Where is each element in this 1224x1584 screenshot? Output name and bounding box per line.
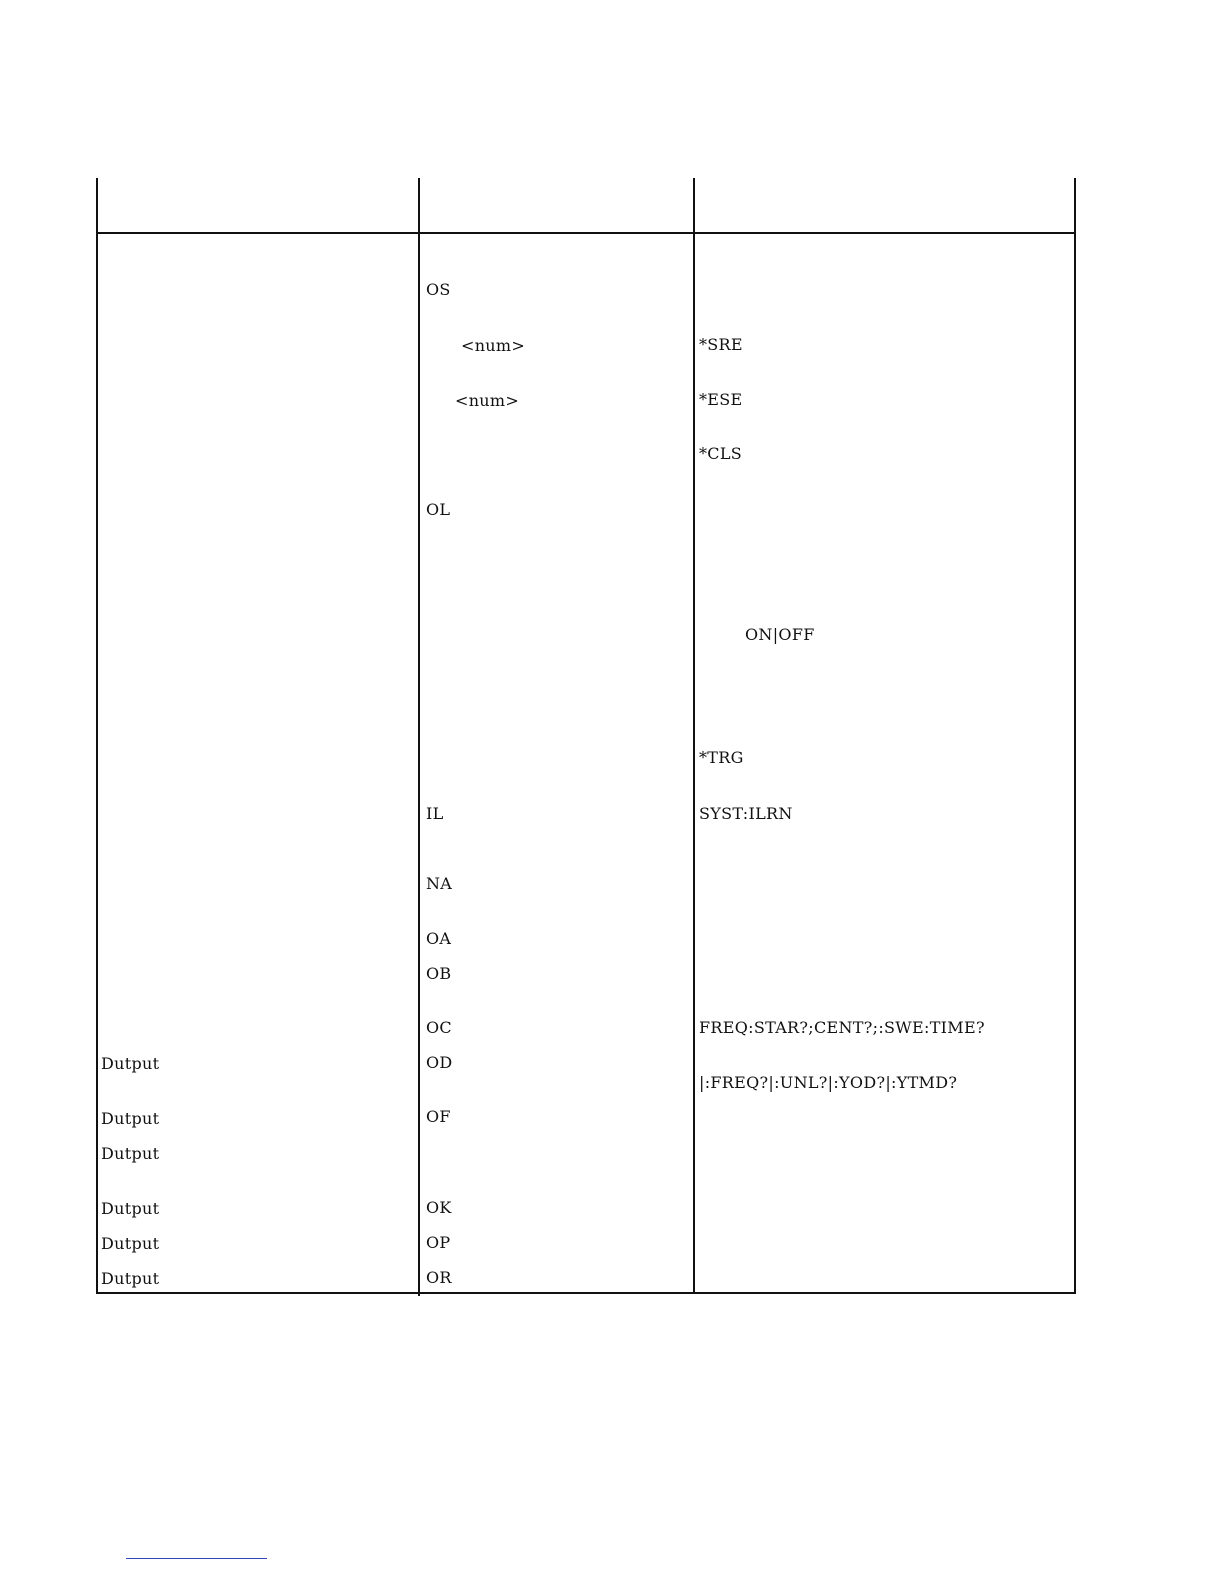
col2-cell-of: OF	[426, 1107, 451, 1126]
col1-cell-output-6: Dutput	[101, 1269, 160, 1288]
column-divider-1	[418, 178, 420, 1296]
col2-cell-ol: OL	[426, 500, 451, 519]
col1-cell-output-5: Dutput	[101, 1234, 160, 1253]
col1-cell-output-4: Dutput	[101, 1199, 160, 1218]
command-table	[96, 178, 1076, 1294]
col2-cell-os: OS	[426, 280, 451, 299]
col2-cell-na: NA	[426, 874, 453, 893]
col2-cell-ob: OB	[426, 964, 452, 983]
col3-cell-trg: *TRG	[699, 748, 744, 767]
col3-cell-ese: *ESE	[699, 390, 743, 409]
col3-cell-sre: *SRE	[699, 335, 743, 354]
col1-cell-output-3: Dutput	[101, 1144, 160, 1163]
footer-link-underline	[126, 1558, 267, 1559]
table-border-right	[1074, 178, 1076, 1294]
table-border-bottom	[96, 1292, 1076, 1294]
col3-cell-cls: *CLS	[699, 444, 743, 463]
column-divider-2	[693, 178, 695, 1294]
col3-cell-freq-query: FREQ:STAR?;CENT?;:SWE:TIME?	[699, 1018, 985, 1037]
header-rule	[96, 232, 1076, 234]
col2-cell-od: OD	[426, 1053, 453, 1072]
col2-cell-or: OR	[426, 1268, 452, 1287]
col3-cell-on-off: ON|OFF	[745, 625, 815, 644]
col2-cell-il: IL	[426, 804, 444, 823]
col2-cell-num-2: <num>	[455, 391, 520, 410]
col3-cell-syst-ilrn: SYST:ILRN	[699, 804, 793, 823]
table-border-left	[96, 178, 98, 1294]
col1-cell-output-1: Dutput	[101, 1054, 160, 1073]
col2-cell-oa: OA	[426, 929, 452, 948]
col1-cell-output-2: Dutput	[101, 1109, 160, 1128]
col2-cell-ok: OK	[426, 1198, 452, 1217]
col3-cell-freq-unl-query: |:FREQ?|:UNL?|:YOD?|:YTMD?	[699, 1073, 958, 1092]
col2-cell-num-1: <num>	[461, 336, 526, 355]
col2-cell-op: OP	[426, 1233, 451, 1252]
col2-cell-oc: OC	[426, 1018, 452, 1037]
